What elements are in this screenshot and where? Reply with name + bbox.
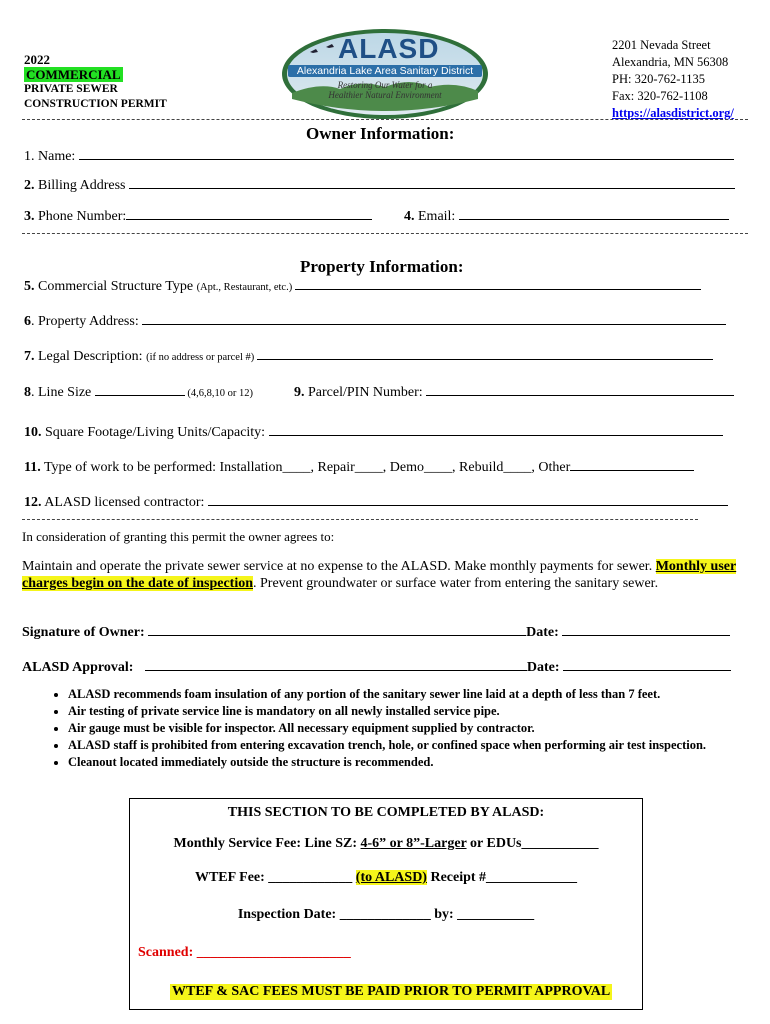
structure-type-number: 5.: [24, 279, 35, 294]
legal-description-field: [24, 347, 713, 365]
logo-text: ALASD: [338, 33, 440, 64]
fees-notice: WTEF & SAC FEES MUST BE PAID PRIOR TO PERMIT APPROVAL: [172, 984, 611, 999]
phone-field: [24, 207, 372, 225]
agreement-intro: In consideration of granting this permit the owner agrees to:: [22, 529, 335, 544]
permit-subtitle-1: PRIVATE SEWER: [24, 83, 118, 95]
parcel-input[interactable]: [426, 383, 734, 396]
structure-type-field: [24, 277, 701, 295]
phone-number-label-num: 3.: [24, 209, 35, 224]
property-divider: [22, 519, 698, 520]
wtef-fee-field[interactable]: WTEF Fee: ____________: [194, 870, 356, 885]
billing-address-input[interactable]: [129, 176, 735, 189]
property-address-label: . Property Address:: [31, 314, 143, 329]
email-label: Email:: [414, 209, 459, 224]
name-number: 1: [24, 149, 31, 164]
inspection-row[interactable]: Inspection Date: _____________ by: ___________: [237, 907, 535, 922]
work-type-number: 11.: [24, 460, 41, 475]
alasd-logo: [280, 27, 490, 121]
alasd-office-box: [129, 798, 643, 1010]
requirement-item: • Cleanout located immediately outside the structure is recommended.: [68, 754, 770, 771]
requirement-item: • ALASD staff is prohibited from entering excavation trench, hole, or confined space when performing air test inspection.: [68, 737, 770, 754]
alasd-approval-date-label: Date:: [526, 660, 564, 675]
property-section-title: Property Information:: [300, 257, 464, 276]
name-field: [24, 147, 734, 165]
owner-divider: [22, 233, 748, 234]
line-size-number: 8: [24, 385, 31, 400]
owner-section-title: Owner Information:: [306, 124, 455, 143]
email-input[interactable]: [459, 207, 729, 220]
requirement-item: • Air gauge must be visible for inspector. All necessary equipment supplied by contractor.: [68, 720, 770, 737]
agreement-text-2: . Prevent groundwater or surface water from entering the sanitary sewer.: [253, 576, 659, 591]
scanned-field[interactable]: Scanned: ______________________: [138, 945, 351, 960]
contractor-number: 12.: [24, 495, 42, 510]
structure-type-label: Commercial Structure Type: [34, 279, 197, 294]
billing-address-number: 2.: [24, 178, 35, 193]
logo-tagline-2: Healthier Natural Environment: [328, 90, 442, 100]
contractor-field: [24, 493, 728, 511]
website-link[interactable]: https://alasdistrict.org/: [612, 106, 734, 120]
alasd-approval-row: [22, 658, 731, 676]
phone-number: PH: 320-762-1135: [612, 72, 705, 86]
line-size-option: 4-6” or 8”-Larger: [360, 836, 467, 851]
edus-field[interactable]: or EDUs___________: [466, 836, 599, 851]
email-field: [404, 207, 729, 225]
logo-tagline-1: Restoring Our Water for a: [337, 80, 433, 90]
legal-description-label: Legal Description:: [34, 349, 147, 364]
capacity-input[interactable]: [269, 423, 723, 436]
structure-type-note: (Apt., Restaurant, etc.): [196, 282, 295, 293]
agreement-highlight: Monthly user charges begin on the date of inspection: [22, 559, 737, 591]
agreement-text-1: Maintain and operate the private sewer service at no expense to the ALASD. Make monthly payments for sewer.: [22, 559, 656, 574]
contractor-label: ALASD licensed contractor:: [41, 495, 208, 510]
contractor-input[interactable]: [208, 493, 728, 506]
owner-signature-row: [22, 623, 730, 641]
capacity-number: 10.: [24, 425, 42, 440]
structure-type-input[interactable]: [295, 277, 701, 290]
capacity-label: Square Footage/Living Units/Capacity:: [41, 425, 269, 440]
phone-label: Phone Number:: [34, 209, 127, 224]
billing-address-field: [24, 176, 735, 194]
alasd-approval-label: ALASD Approval:: [22, 660, 137, 675]
line-size-note: (4,6,8,10 or 12): [184, 388, 254, 399]
billing-address-label: Billing Address: [34, 178, 130, 193]
district-address: [612, 37, 734, 122]
agreement-paragraph: [22, 558, 742, 592]
name-input[interactable]: [79, 147, 734, 160]
logo-subtext: Alexandria Lake Area Sanitary District: [288, 65, 482, 77]
wtef-fee-row: [130, 870, 642, 886]
requirement-item: • Air testing of private service line is mandatory on all newly installed service pipe.: [68, 703, 770, 720]
permit-category: COMMERCIAL: [26, 67, 121, 82]
line-size-input[interactable]: [95, 383, 185, 396]
alasd-approval-date-input[interactable]: [563, 658, 731, 671]
parcel-number-num: 9.: [294, 385, 305, 400]
property-address-number: 6: [24, 314, 31, 329]
owner-signature-label: Signature of Owner:: [22, 625, 149, 640]
legal-description-number: 7.: [24, 349, 35, 364]
requirements-list: [22, 686, 770, 771]
line-size-label: . Line Size: [31, 385, 95, 400]
permit-year: 2022: [24, 52, 50, 67]
parcel-label: Parcel/PIN Number:: [304, 385, 427, 400]
owner-date-input[interactable]: [562, 623, 730, 636]
address-line-1: 2201 Nevada Street: [612, 38, 711, 52]
email-number: 4.: [404, 209, 415, 224]
owner-date-label: Date:: [526, 625, 563, 640]
fax-number: Fax: 320-762-1108: [612, 89, 708, 103]
receipt-field[interactable]: Receipt #_____________: [426, 870, 578, 885]
alasd-box-title: THIS SECTION TO BE COMPLETED BY ALASD:: [227, 805, 545, 820]
monthly-fee-label: Monthly Service Fee: Line SZ:: [173, 836, 361, 851]
work-type-other-input[interactable]: [570, 458, 694, 471]
capacity-field: [24, 423, 723, 441]
address-line-2: Alexandria, MN 56308: [612, 55, 729, 69]
monthly-fee-row: [130, 836, 642, 852]
name-label: . Name:: [31, 149, 79, 164]
property-address-field: [24, 312, 726, 330]
legal-description-input[interactable]: [257, 347, 713, 360]
property-address-input[interactable]: [142, 312, 726, 325]
work-type-label: Type of work to be performed: Installation____, Repair____, Demo____, Rebuild____, Other: [40, 460, 571, 475]
line-size-field: [24, 383, 253, 401]
alasd-approval-input[interactable]: [145, 658, 527, 671]
parcel-field: [294, 383, 734, 401]
permit-subtitle-2: CONSTRUCTION PERMIT: [24, 98, 167, 110]
phone-input[interactable]: [126, 207, 372, 220]
requirement-item: • ALASD recommends foam insulation of any portion of the sanitary sewer line laid at a depth of less than 7 feet.: [68, 686, 770, 703]
work-type-field: [24, 458, 694, 476]
permit-header: [24, 52, 167, 112]
owner-signature-input[interactable]: [148, 623, 526, 636]
header-divider: [22, 119, 748, 120]
legal-description-note: (if no address or parcel #): [146, 352, 257, 363]
wtef-to-alasd: (to ALASD): [355, 870, 427, 885]
